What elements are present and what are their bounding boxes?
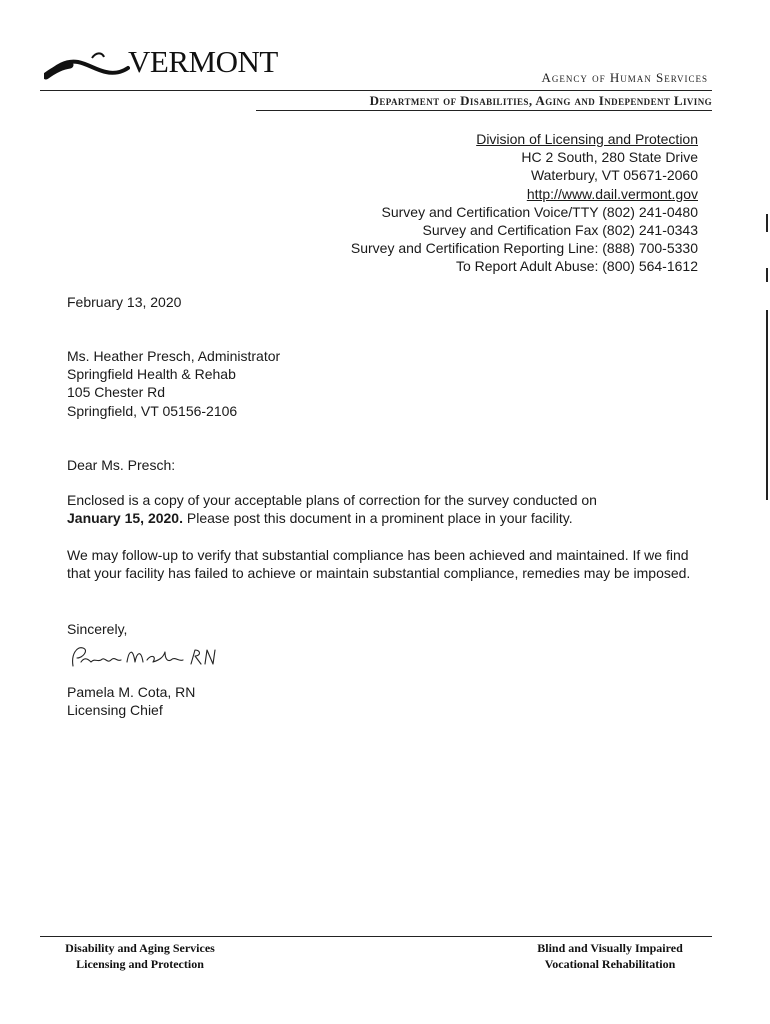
footer-left-line: Licensing and Protection	[76, 957, 204, 971]
closing: Sincerely,	[67, 621, 128, 637]
contact-block	[351, 130, 698, 276]
recipient-line: 105 Chester Rd	[67, 384, 166, 401]
abuse-line: To Report Adult Abuse: (800) 564-1612	[455, 258, 698, 275]
salutation: Dear Ms. Presch:	[67, 457, 176, 473]
footer-right-line: Vocational Rehabilitation	[544, 957, 676, 971]
header-rule	[40, 90, 712, 91]
signer-name: Pamela M. Cota, RN	[67, 684, 196, 700]
signer-title: Licensing Chief	[67, 702, 163, 719]
handwritten-signature	[67, 640, 217, 674]
footer-left	[40, 940, 240, 972]
recipient-line: Ms. Heather Presch, Administrator	[67, 348, 281, 364]
letter-date: February 13, 2020	[67, 294, 182, 310]
scan-mark	[766, 268, 768, 282]
fax-line: Survey and Certification Fax (802) 241-0343	[422, 222, 698, 239]
recipient-line: Springfield Health & Rehab	[67, 366, 236, 383]
website-link[interactable]: http://www.dail.vermont.gov	[526, 185, 698, 202]
division-name: Division of Licensing and Protection	[476, 131, 698, 147]
paragraph-text: Enclosed is a copy of your acceptable plans of correction for the survey conducted on	[67, 492, 597, 508]
footer-left-line: Disability and Aging Services	[65, 941, 215, 955]
voice-line: Survey and Certification Voice/TTY (802) 241-0480	[381, 203, 698, 220]
footer-right-line: Blind and Visually Impaired	[537, 941, 683, 955]
address-line-2: Waterbury, VT 05671-2060	[530, 167, 698, 184]
reporting-line: Survey and Certification Reporting Line: (888) 700-5330	[350, 240, 698, 257]
scan-mark	[766, 214, 768, 232]
recipient-address	[67, 347, 280, 420]
footer-rule	[40, 936, 712, 937]
logo-wordmark: VERMONT	[128, 44, 278, 79]
department-rule	[256, 110, 712, 111]
mountain-logo-icon	[44, 48, 130, 80]
paragraph-follow-up: We may follow-up to verify that substantial compliance has been achieved and maintained. If we find that your facility has failed to achieve or maintain substantial compliance, remedies may be imposed.	[67, 547, 691, 582]
footer-right	[510, 940, 710, 972]
signer-block	[67, 683, 195, 719]
scan-mark	[766, 310, 768, 500]
paragraph-text: Please post this document in a prominent place in your facility.	[182, 510, 573, 527]
paragraph-enclosure	[67, 491, 707, 527]
vermont-logo	[44, 44, 284, 84]
department-name: Department of Disabilities, Aging and Independent Living	[369, 93, 712, 108]
address-line-1: HC 2 South, 280 State Drive	[521, 149, 698, 166]
recipient-line: Springfield, VT 05156-2106	[67, 402, 238, 419]
agency-name: Agency of Human Services	[541, 70, 708, 85]
survey-date: January 15, 2020.	[67, 510, 183, 527]
